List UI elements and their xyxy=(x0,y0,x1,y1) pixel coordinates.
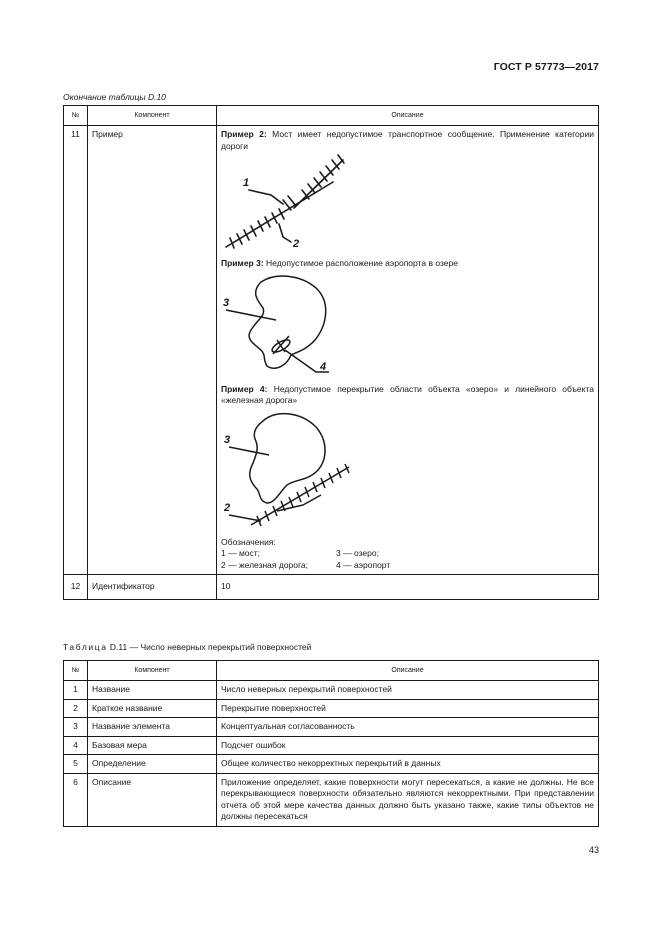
row-component: Название элемента xyxy=(88,718,217,736)
leader-line-2b xyxy=(229,515,261,521)
row-description xyxy=(217,126,599,575)
row-number: 3 xyxy=(64,718,88,736)
column-header-description: Описание xyxy=(217,661,599,681)
legend-title: Обозначения: xyxy=(221,536,276,547)
table-header-row xyxy=(64,106,599,126)
table-row xyxy=(64,681,599,699)
legend-item-3: 3 — озеро; xyxy=(336,548,379,559)
row-description: Число неверных перекрытий поверхностей xyxy=(217,681,599,699)
label-1: 1 xyxy=(243,177,250,190)
lake-outline-2 xyxy=(250,413,325,502)
table-d11-caption: Таблица D.11 — Число неверных перекрытий поверхностей xyxy=(63,642,312,652)
label-4: 4 xyxy=(320,360,327,373)
lake-outline xyxy=(249,276,326,368)
row-component: Краткое название xyxy=(88,699,217,717)
column-header-number: № xyxy=(64,661,88,681)
row-number: 6 xyxy=(64,773,88,826)
document-standard-id: ГОСТ Р 57773—2017 xyxy=(493,61,599,73)
row-description: Концептуальная согласованность xyxy=(217,718,599,736)
leader-line-2 xyxy=(279,224,291,242)
legend-item-4: 4 — аэропорт xyxy=(336,559,391,570)
row-component: Идентификатор xyxy=(88,575,217,599)
label-2b: 2 xyxy=(224,501,231,514)
row-component: Описание xyxy=(88,773,217,826)
row-number: 4 xyxy=(64,736,88,754)
table-row xyxy=(64,736,599,754)
table-row xyxy=(64,126,599,575)
table-d10-caption: Окончание таблицы D.10 xyxy=(63,92,166,102)
row-description: Подсчет ошибок xyxy=(217,736,599,754)
leader-line-1 xyxy=(249,190,283,204)
table-d11 xyxy=(63,660,599,827)
legend xyxy=(221,548,594,571)
example-2-text: Пример 2: Мост имеет недопустимое транспортное сообщение. Применение категории дороги xyxy=(221,129,594,151)
table-d10 xyxy=(63,105,599,600)
legend-item-2: 2 — железная дорога; xyxy=(221,559,309,570)
airport-lake-figure xyxy=(221,270,361,380)
row-component: Пример xyxy=(88,126,217,575)
example-4-text: Пример 4: Недопустимое перекрытие области объекта «озеро» и линейного объекта «железная дорога» xyxy=(221,383,595,406)
table-row xyxy=(64,699,599,717)
row-component: Название xyxy=(88,681,217,699)
column-header-component: Компонент xyxy=(88,661,217,681)
table-row xyxy=(64,718,599,736)
example-3-text: Пример 3: Недопустимое расположение аэропорта в озере xyxy=(221,258,458,269)
column-header-number: № xyxy=(64,106,88,126)
table-row xyxy=(64,575,599,599)
leader-line-3 xyxy=(226,310,276,320)
row-number: 12 xyxy=(64,575,88,599)
row-description: 10 xyxy=(217,575,599,599)
label-3b: 3 xyxy=(224,433,231,446)
railway-line xyxy=(251,467,349,525)
row-description: Перекрытие поверхностей xyxy=(217,699,599,717)
label-3: 3 xyxy=(223,296,230,309)
row-component: Определение xyxy=(88,755,217,773)
table-row xyxy=(64,755,599,773)
column-header-description: Описание xyxy=(217,106,599,126)
row-description: Общее количество некорректных перекрытий в данных xyxy=(217,755,599,773)
table-header-row xyxy=(64,661,599,681)
label-2: 2 xyxy=(293,238,300,251)
row-component: Базовая мера xyxy=(88,736,217,754)
row-description: Приложение определяет, какие поверхности могут пересекаться, а какие не должны. Не все перекрывающиеся поверхности обязательно являются некорректными. При представлении отчета об этой мере качества данных должно быть указано также, какие типы объектов не должны пересекаться xyxy=(217,773,599,826)
table-row xyxy=(64,773,599,826)
row-number: 11 xyxy=(64,126,88,575)
row-number: 2 xyxy=(64,699,88,717)
road-line-lower xyxy=(226,182,333,247)
road-ticks-upper xyxy=(302,155,344,199)
row-number: 5 xyxy=(64,755,88,773)
column-header-component: Компонент xyxy=(88,106,217,126)
lake-railway-figure xyxy=(221,407,371,537)
row-number: 1 xyxy=(64,681,88,699)
legend-item-1: 1 — мост; xyxy=(221,548,261,559)
leader-line-3b xyxy=(229,447,269,455)
page-number: 43 xyxy=(588,845,599,855)
bridge-road-figure xyxy=(221,152,361,252)
